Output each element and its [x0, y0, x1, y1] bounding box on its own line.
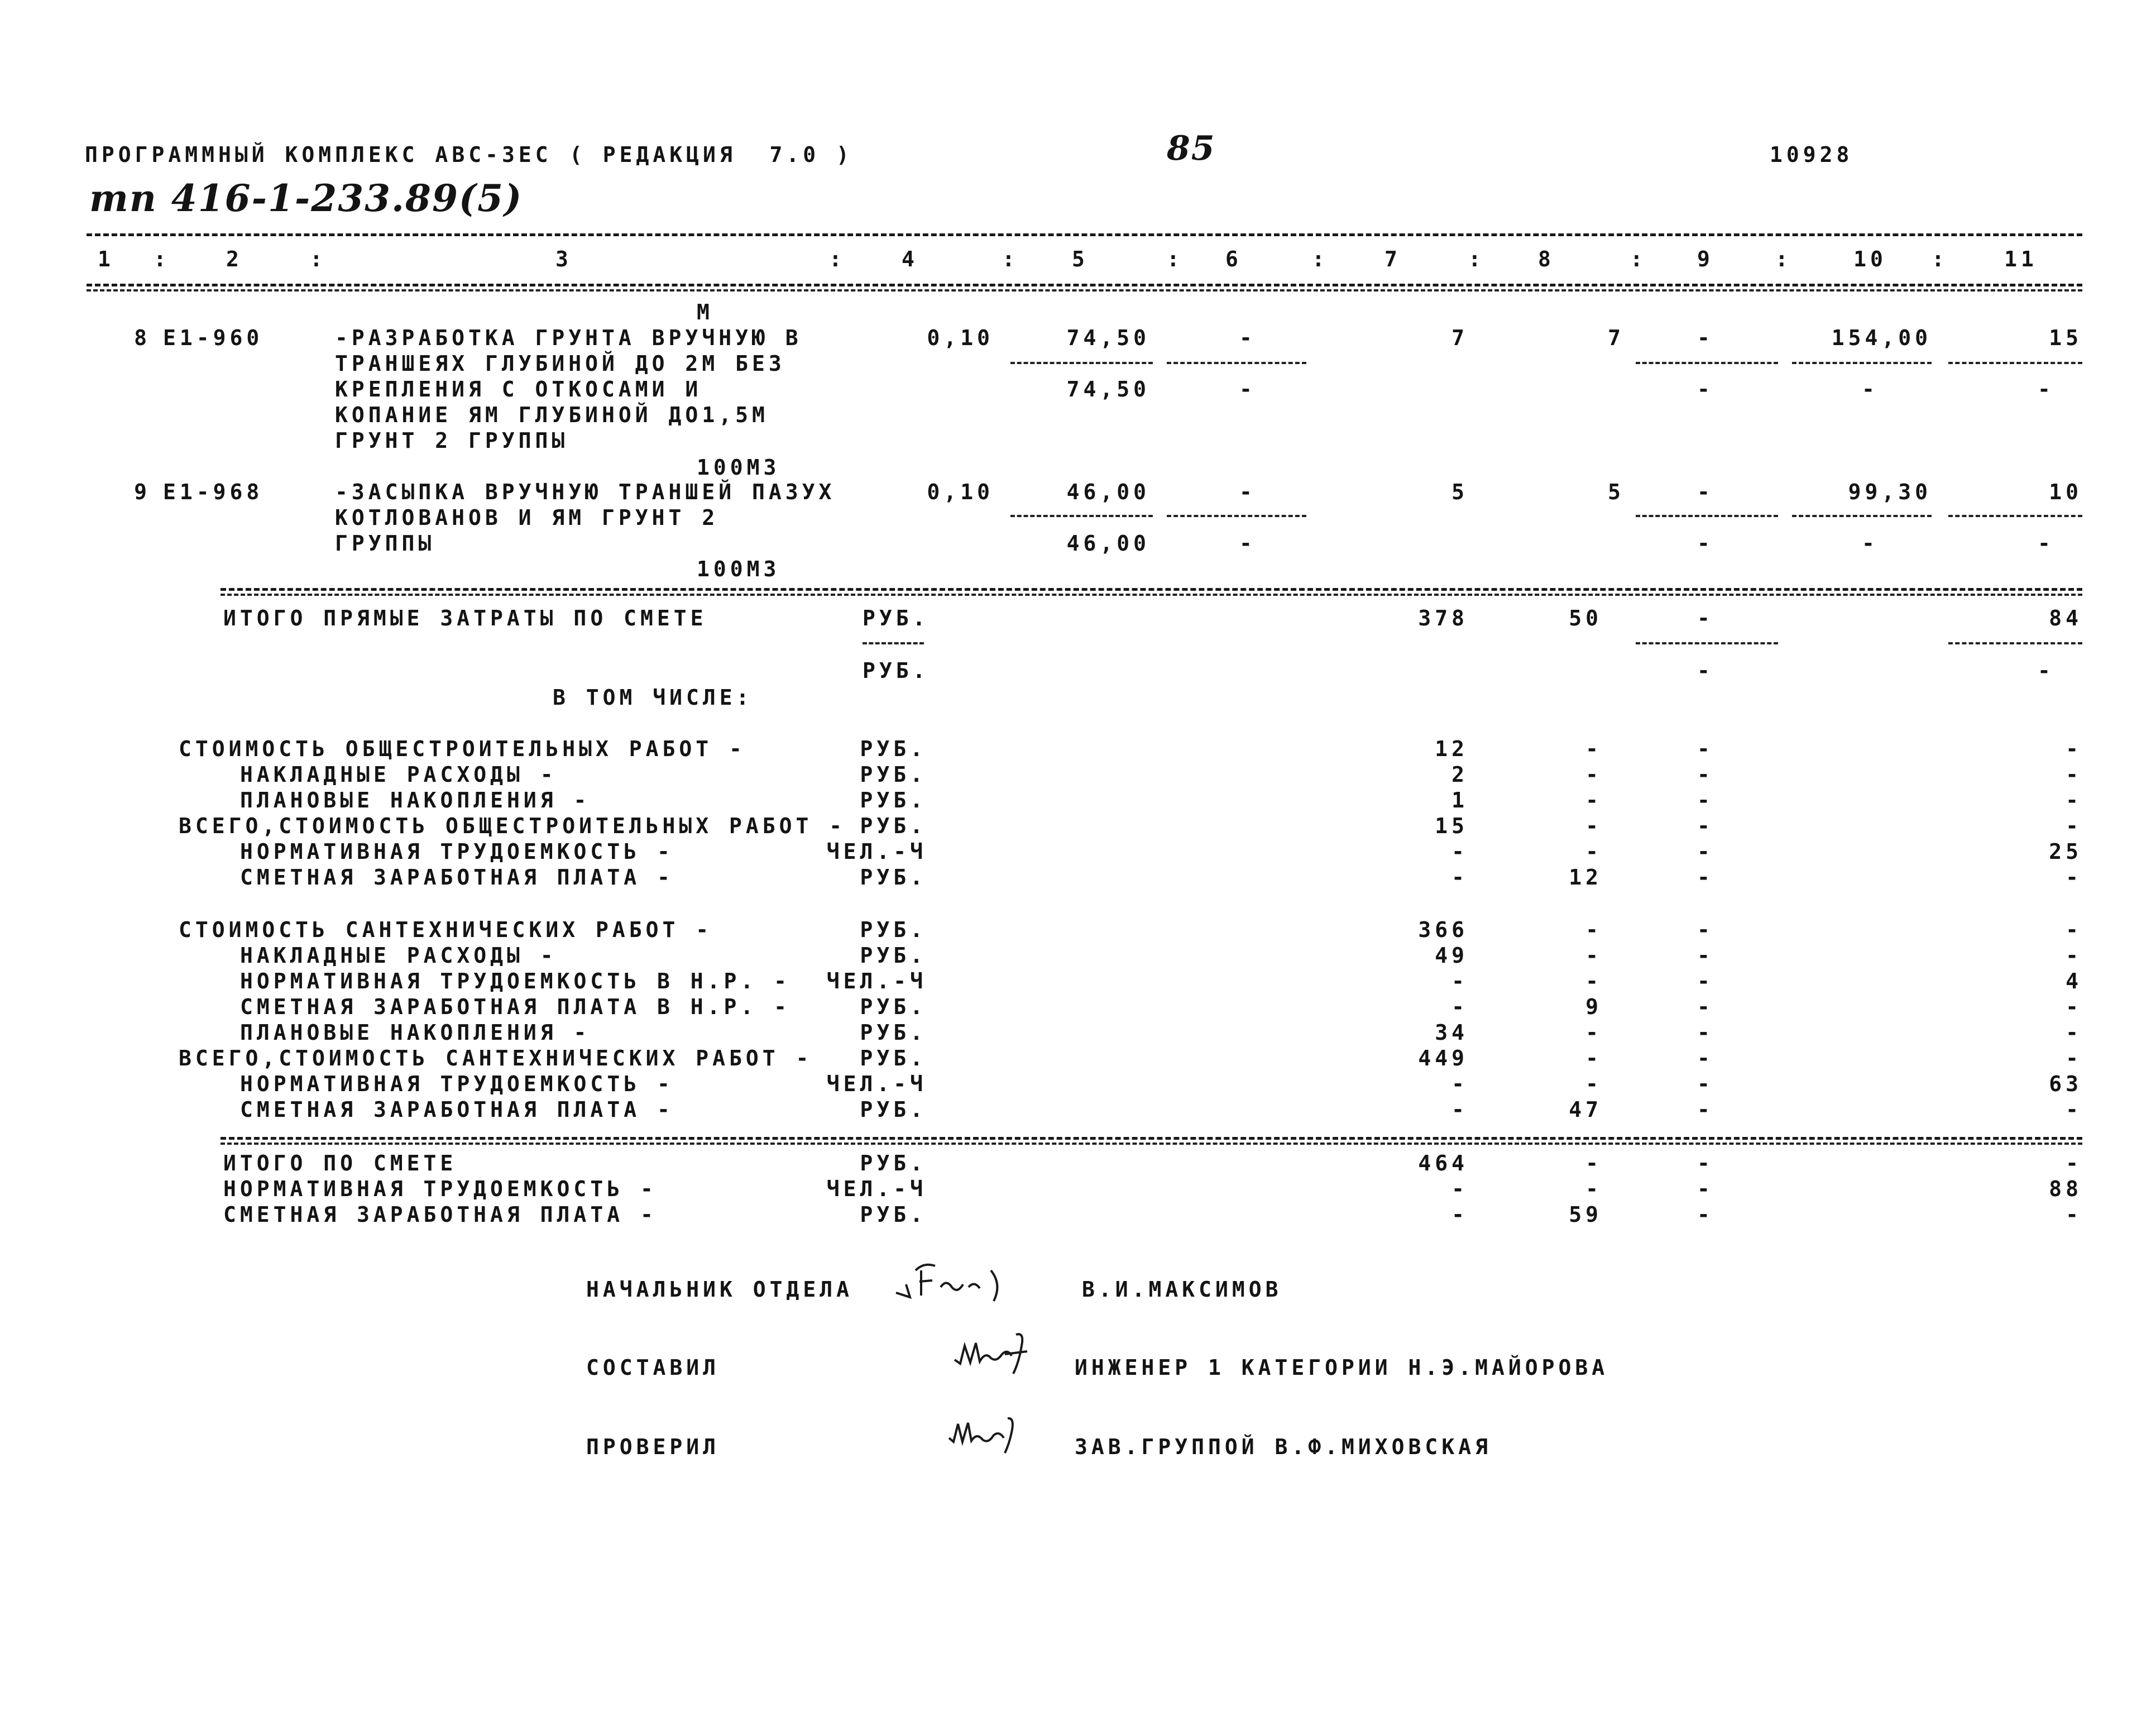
c9-underline: [1636, 642, 1778, 644]
signature-name: В.И.МАКСИМОВ: [1082, 1277, 1282, 1302]
row-c9: -: [1697, 1020, 1714, 1045]
row-unit: РУБ.: [860, 865, 927, 890]
item-c11: 15: [2049, 326, 2082, 350]
row-c8: -: [1585, 839, 1602, 864]
row-c9: -: [1697, 762, 1714, 787]
column-separator: :: [1312, 247, 1329, 271]
column-number: 9: [1697, 247, 1714, 271]
row-label: СМЕТНАЯ ЗАРАБОТНАЯ ПЛАТА -: [223, 1202, 657, 1227]
item-c7: 7: [1451, 326, 1468, 350]
item-c10-b: -: [1862, 377, 1879, 402]
row-c9: -: [1697, 839, 1714, 864]
item-desc-line: КРЕПЛЕНИЯ С ОТКОСАМИ И: [335, 377, 702, 402]
item-qty: 0,10: [927, 326, 994, 350]
signature-role: НАЧАЛЬНИК ОТДЕЛА: [586, 1277, 854, 1302]
row-c11: -: [2066, 1097, 2082, 1122]
item-qty: 0,10: [927, 480, 994, 504]
row-label: СТОИМОСТЬ САНТЕХНИЧЕСКИХ РАБОТ -: [179, 917, 713, 942]
totals-top-rule: [221, 1137, 2082, 1140]
header-bottom-rule-2: [87, 289, 2082, 291]
row-label: НОРМАТИВНАЯ ТРУДОЕМКОСТЬ -: [240, 1072, 674, 1096]
row-label: СТОИМОСТЬ ОБЩЕСТРОИТЕЛЬНЫХ РАБОТ -: [179, 737, 746, 761]
row-c8: -: [1585, 1020, 1602, 1045]
including-label: В ТОМ ЧИСЛЕ:: [553, 685, 753, 710]
item-c6: -: [1239, 326, 1256, 350]
row-c7: -: [1451, 839, 1468, 864]
unit-underline: [863, 642, 924, 644]
row-c8: -: [1585, 814, 1602, 838]
row-label: СМЕТНАЯ ЗАРАБОТНАЯ ПЛАТА -: [240, 865, 674, 890]
c10-underline: [1792, 515, 1932, 517]
column-separator: :: [1630, 247, 1647, 271]
row-c11: -: [2066, 1020, 2082, 1045]
row-c9: -: [1697, 917, 1714, 942]
item-c11: 10: [2049, 480, 2082, 504]
item-num: 9: [134, 480, 151, 504]
column-number: 3: [555, 247, 572, 271]
c11-underline: [1948, 515, 2082, 517]
row-c9: -: [1697, 1202, 1714, 1227]
row-c11: -: [2066, 1151, 2082, 1175]
row-c11: 4: [2066, 969, 2082, 993]
row-unit: РУБ.: [860, 995, 927, 1019]
row-c8: 59: [1569, 1202, 1602, 1227]
item-desc-line: ТРАНШЕЯХ ГЛУБИНОЙ ДО 2М БЕЗ: [335, 351, 785, 376]
row-unit: РУБ.: [860, 1202, 927, 1227]
c10-underline: [1792, 362, 1932, 364]
c11-underline: [1948, 642, 2082, 644]
column-separator: :: [154, 247, 170, 271]
row-c8: -: [1585, 1072, 1602, 1096]
row-c7: -: [1451, 1202, 1468, 1227]
row-c9: -: [1697, 1177, 1714, 1201]
item-price: 74,50: [1066, 326, 1150, 350]
row-c7: -: [1451, 1072, 1468, 1096]
project-code: тп 416-1-233.89(5): [89, 176, 523, 220]
row-c8: 9: [1585, 995, 1602, 1019]
direct-costs-c11: 84: [2049, 606, 2082, 630]
signature-name: ИНЖЕНЕР 1 КАТЕГОРИИ Н.Э.МАЙОРОВА: [1075, 1355, 1609, 1380]
column-number: 8: [1538, 247, 1555, 271]
item-c11-b: -: [2038, 377, 2054, 402]
row-unit: РУБ.: [860, 1020, 927, 1045]
direct-costs-c9-b: -: [1697, 658, 1714, 683]
row-c8: -: [1585, 943, 1602, 968]
row-c11: -: [2066, 788, 2082, 812]
row-c9: -: [1697, 1097, 1714, 1122]
row-c11: -: [2066, 1046, 2082, 1070]
item-c8: 5: [1608, 480, 1625, 504]
item-c9-b: -: [1697, 377, 1714, 402]
row-c9: -: [1697, 995, 1714, 1019]
direct-costs-c9: -: [1697, 606, 1714, 630]
column-number: 11: [2004, 247, 2038, 271]
c6-underline: [1167, 515, 1306, 517]
totals-top-rule-2: [221, 1143, 2082, 1145]
item-c6-b: -: [1239, 377, 1256, 402]
row-c9: -: [1697, 814, 1714, 838]
item-desc-line: -ЗАСЫПКА ВРУЧНУЮ ТРАНШЕЙ ПАЗУХ: [335, 480, 836, 504]
item-price-b: 74,50: [1066, 377, 1150, 402]
row-label: НАКЛАДНЫЕ РАСХОДЫ -: [240, 762, 557, 787]
item-c9-b: -: [1697, 531, 1714, 556]
item-c10: 154,00: [1831, 326, 1932, 350]
item-c9: -: [1697, 480, 1714, 504]
row-unit: ЧЕЛ.-Ч: [826, 839, 927, 864]
row-c7: 34: [1435, 1020, 1468, 1045]
row-c11: -: [2066, 865, 2082, 890]
column-number: 4: [902, 247, 918, 271]
row-c9: -: [1697, 1072, 1714, 1096]
doc-number: 10928: [1770, 142, 1853, 167]
item-desc-line: ГРУНТ 2 ГРУППЫ: [335, 428, 569, 453]
row-c11: 88: [2049, 1177, 2082, 1201]
row-c8: -: [1585, 1046, 1602, 1070]
row-c9: -: [1697, 865, 1714, 890]
row-unit: РУБ.: [860, 917, 927, 942]
item-desc-line: ГРУППЫ: [335, 531, 435, 556]
row-c8: -: [1585, 969, 1602, 993]
price-underline: [1010, 362, 1153, 364]
item-c11-b: -: [2038, 531, 2054, 556]
row-c7: -: [1451, 865, 1468, 890]
handwritten-signature: [949, 1323, 1038, 1385]
row-label: ИТОГО ПО СМЕТЕ: [223, 1151, 457, 1175]
item-price: 46,00: [1066, 480, 1150, 504]
handwritten-signature: [943, 1407, 1027, 1463]
column-number: 10: [1853, 247, 1887, 271]
items-bottom-rule-2: [221, 594, 2082, 596]
row-unit: РУБ.: [860, 1151, 927, 1175]
row-unit: РУБ.: [860, 814, 927, 838]
c9-underline: [1636, 515, 1778, 517]
row-c11: -: [2066, 737, 2082, 761]
row-c8: -: [1585, 917, 1602, 942]
column-number: 5: [1072, 247, 1089, 271]
row-unit: РУБ.: [860, 1046, 927, 1070]
item-desc-line: -РАЗРАБОТКА ГРУНТА ВРУЧНУЮ В: [335, 326, 802, 350]
item-desc-line: КОТЛОВАНОВ И ЯМ ГРУНТ 2: [335, 505, 719, 530]
column-number: 7: [1384, 247, 1401, 271]
row-label: СМЕТНАЯ ЗАРАБОТНАЯ ПЛАТА -: [240, 1097, 674, 1122]
column-separator: :: [1468, 247, 1485, 271]
item-price-b: 46,00: [1066, 531, 1150, 556]
handwritten-signature: [890, 1254, 1058, 1309]
row-c9: -: [1697, 788, 1714, 812]
price-underline: [1010, 515, 1153, 517]
row-c8: -: [1585, 762, 1602, 787]
row-unit: РУБ.: [860, 788, 927, 812]
direct-costs-c7: 378: [1418, 606, 1468, 630]
edition: ( РЕДАКЦИЯ 7.0 ): [569, 142, 853, 167]
row-unit: РУБ.: [860, 1097, 927, 1122]
header-bottom-rule: [87, 284, 2082, 286]
row-c8: -: [1585, 737, 1602, 761]
direct-costs-c11-b: -: [2038, 658, 2054, 683]
row-label: НОРМАТИВНАЯ ТРУДОЕМКОСТЬ -: [240, 839, 674, 864]
item-c10: 99,30: [1848, 480, 1932, 504]
item-desc-line: КОПАНИЕ ЯМ ГЛУБИНОЙ ДО1,5М: [335, 403, 769, 427]
c11-underline: [1948, 362, 2082, 364]
row-label: ПЛАНОВЫЕ НАКОПЛЕНИЯ -: [240, 788, 591, 812]
row-unit: ЧЕЛ.-Ч: [826, 969, 927, 993]
row-label: ВСЕГО,СТОИМОСТЬ ОБЩЕСТРОИТЕЛЬНЫХ РАБОТ -: [179, 814, 846, 838]
row-c7: 366: [1418, 917, 1468, 942]
row-unit: РУБ.: [860, 737, 927, 761]
direct-costs-unit-b: РУБ.: [863, 658, 930, 683]
row-label: ВСЕГО,СТОИМОСТЬ САНТЕХНИЧЕСКИХ РАБОТ -: [179, 1046, 813, 1070]
item-c9: -: [1697, 326, 1714, 350]
row-unit: ЧЕЛ.-Ч: [826, 1177, 927, 1201]
column-number: 2: [226, 247, 243, 271]
row-c11: -: [2066, 943, 2082, 968]
row-unit: РУБ.: [860, 762, 927, 787]
row-c9: -: [1697, 1046, 1714, 1070]
row-c9: -: [1697, 1151, 1714, 1175]
row-c7: -: [1451, 1177, 1468, 1201]
item-c8: 7: [1608, 326, 1625, 350]
item-num: 8: [134, 326, 151, 350]
row-c8: -: [1585, 1177, 1602, 1201]
row-c9: -: [1697, 737, 1714, 761]
row-c7: -: [1451, 969, 1468, 993]
row-c7: 49: [1435, 943, 1468, 968]
row-c8: -: [1585, 788, 1602, 812]
direct-costs-c8: 50: [1569, 606, 1602, 630]
row-label: СМЕТНАЯ ЗАРАБОТНАЯ ПЛАТА В Н.Р. -: [240, 995, 790, 1019]
program-name: ПРОГРАММНЫЙ КОМПЛЕКС АВС-3ЕС: [85, 142, 552, 167]
row-c11: -: [2066, 995, 2082, 1019]
row-c7: 2: [1451, 762, 1468, 787]
row-c11: 63: [2049, 1072, 2082, 1096]
row-c8: 47: [1569, 1097, 1602, 1122]
page-number: 85: [1167, 129, 1216, 168]
column-number: 1: [98, 247, 114, 271]
item-c6-b: -: [1239, 531, 1256, 556]
row-label: ПЛАНОВЫЕ НАКОПЛЕНИЯ -: [240, 1020, 591, 1045]
row-c9: -: [1697, 943, 1714, 968]
item-code: Е1-960: [163, 326, 263, 350]
column-separator: :: [829, 247, 846, 271]
header-top-rule: [87, 233, 2082, 236]
row-c8: -: [1585, 1151, 1602, 1175]
row-c11: -: [2066, 1202, 2082, 1227]
column-number: 6: [1225, 247, 1242, 271]
c9-underline: [1636, 362, 1778, 364]
item-c10-b: -: [1862, 531, 1879, 556]
row-label: НОРМАТИВНАЯ ТРУДОЕМКОСТЬ В Н.Р. -: [240, 969, 790, 993]
row-c11: 25: [2049, 839, 2082, 864]
column-separator: :: [1002, 247, 1019, 271]
row-c7: 449: [1418, 1046, 1468, 1070]
item-unit: 100М3: [697, 557, 780, 581]
item-unit: 100М3: [697, 455, 780, 480]
signature-name: ЗАВ.ГРУППОЙ В.Ф.МИХОВСКАЯ: [1075, 1435, 1492, 1459]
row-c8: 12: [1569, 865, 1602, 890]
column-separator: :: [1775, 247, 1792, 271]
row-c7: 15: [1435, 814, 1468, 838]
column-separator: :: [1167, 247, 1184, 271]
signature-role: СОСТАВИЛ: [586, 1355, 720, 1380]
row-c11: -: [2066, 917, 2082, 942]
row-unit: РУБ.: [860, 943, 927, 968]
column-separator: :: [1932, 247, 1948, 271]
row-c7: 12: [1435, 737, 1468, 761]
row-label: НАКЛАДНЫЕ РАСХОДЫ -: [240, 943, 557, 968]
item-c7: 5: [1451, 480, 1468, 504]
row-c9: -: [1697, 969, 1714, 993]
row-c11: -: [2066, 762, 2082, 787]
signature-role: ПРОВЕРИЛ: [586, 1435, 720, 1459]
row-unit: ЧЕЛ.-Ч: [826, 1072, 927, 1096]
row-c11: -: [2066, 814, 2082, 838]
row-c7: 1: [1451, 788, 1468, 812]
row-c7: -: [1451, 995, 1468, 1019]
row-c7: 464: [1418, 1151, 1468, 1175]
c6-underline: [1167, 362, 1306, 364]
row-c7: -: [1451, 1097, 1468, 1122]
items-bottom-rule: [221, 588, 2082, 591]
direct-costs-label: ИТОГО ПРЯМЫЕ ЗАТРАТЫ ПО СМЕТЕ: [223, 606, 707, 630]
item-code: Е1-968: [163, 480, 263, 504]
item-c6: -: [1239, 480, 1256, 504]
row-label: НОРМАТИВНАЯ ТРУДОЕМКОСТЬ -: [223, 1177, 657, 1201]
direct-costs-unit: РУБ.: [863, 606, 930, 630]
item-pre-unit: М: [697, 300, 713, 324]
column-separator: :: [310, 247, 327, 271]
